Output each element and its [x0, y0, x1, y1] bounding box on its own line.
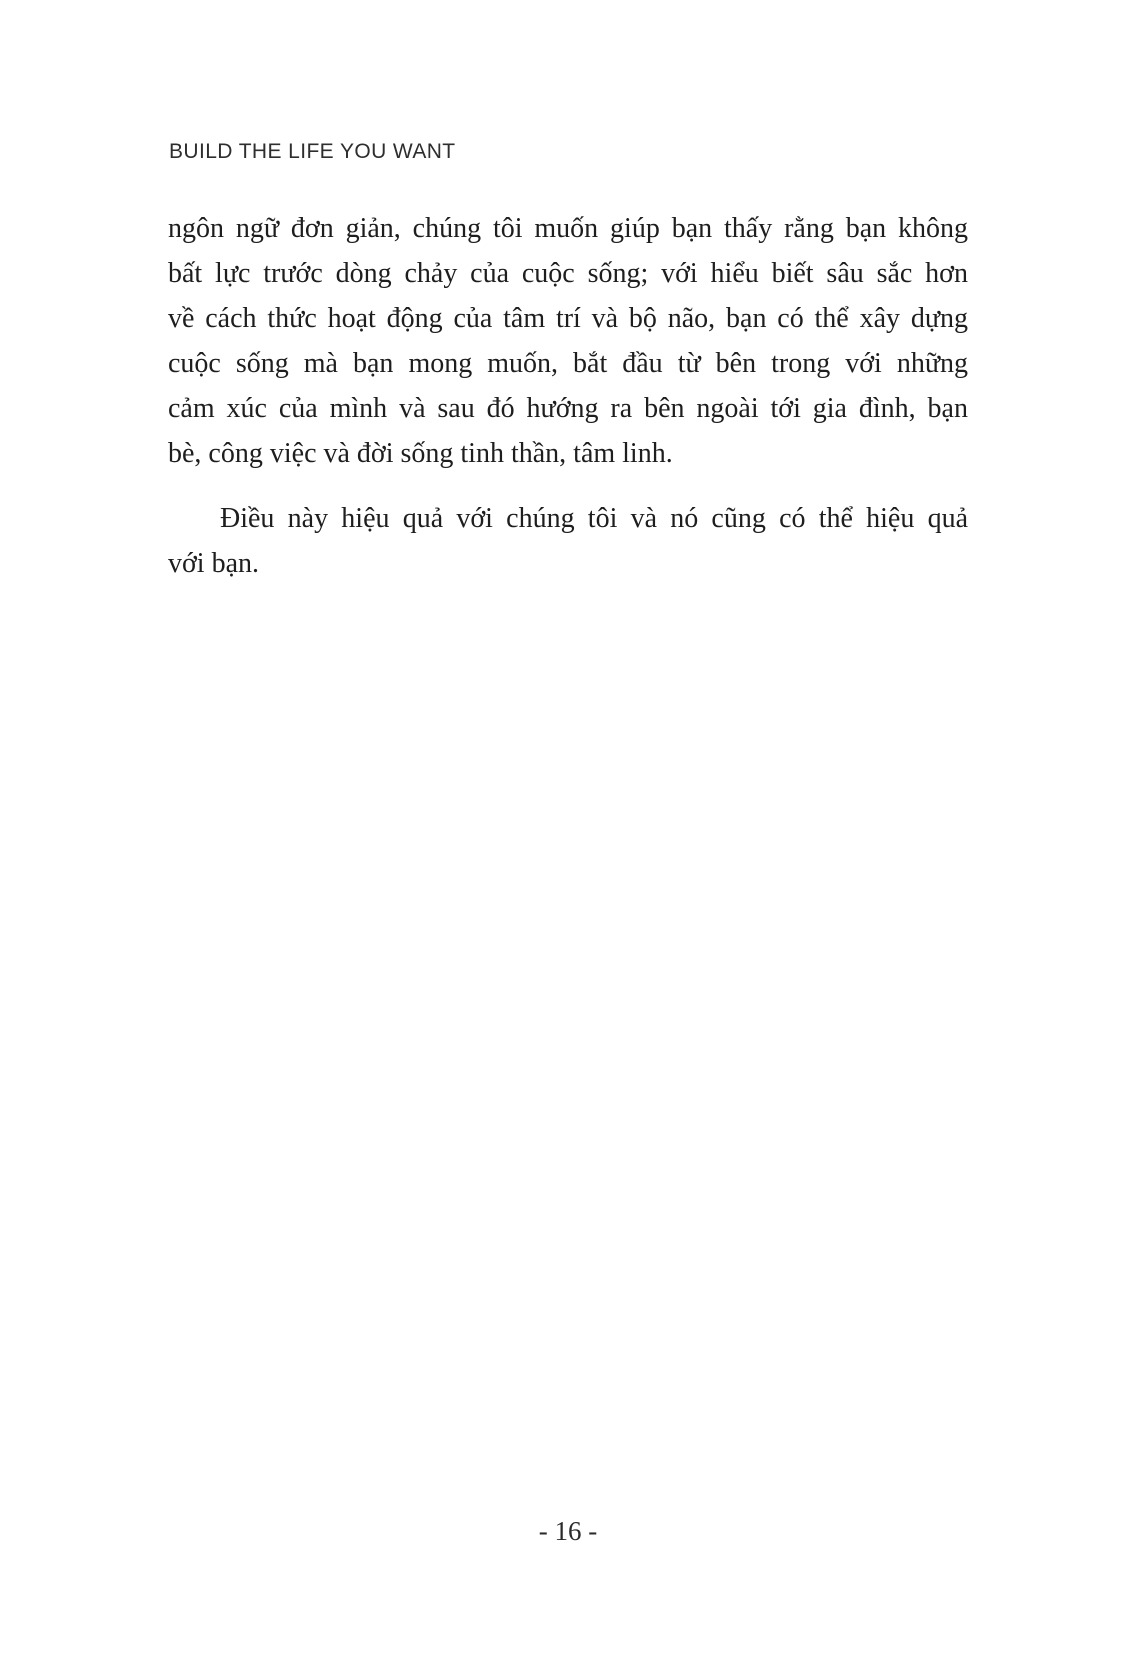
text-line: Điều này hiệu quả với chúng tôi và nó cũng có thể hiệu quả	[220, 503, 968, 534]
text-line: bè, công việc và đời sống tinh thần, tâm linh.	[168, 438, 673, 469]
text-line: cuộc sống mà bạn mong muốn, bắt đầu từ bên trong với những	[168, 348, 968, 379]
page-number: - 16 -	[538, 1516, 598, 1546]
text-line: ngôn ngữ đơn giản, chúng tôi muốn giúp bạn thấy rằng bạn không	[168, 213, 968, 244]
text-line: bất lực trước dòng chảy của cuộc sống; với hiểu biết sâu sắc hơn	[168, 258, 968, 289]
body-text	[168, 206, 968, 586]
paragraph-2	[168, 496, 968, 586]
running-header: BUILD THE LIFE YOU WANT	[169, 140, 456, 163]
text-line: cảm xúc của mình và sau đó hướng ra bên ngoài tới gia đình, bạn	[168, 393, 968, 424]
text-line: về cách thức hoạt động của tâm trí và bộ não, bạn có thể xây dựng	[168, 303, 968, 334]
text-line: với bạn.	[168, 548, 260, 579]
paragraph-1	[168, 206, 968, 476]
